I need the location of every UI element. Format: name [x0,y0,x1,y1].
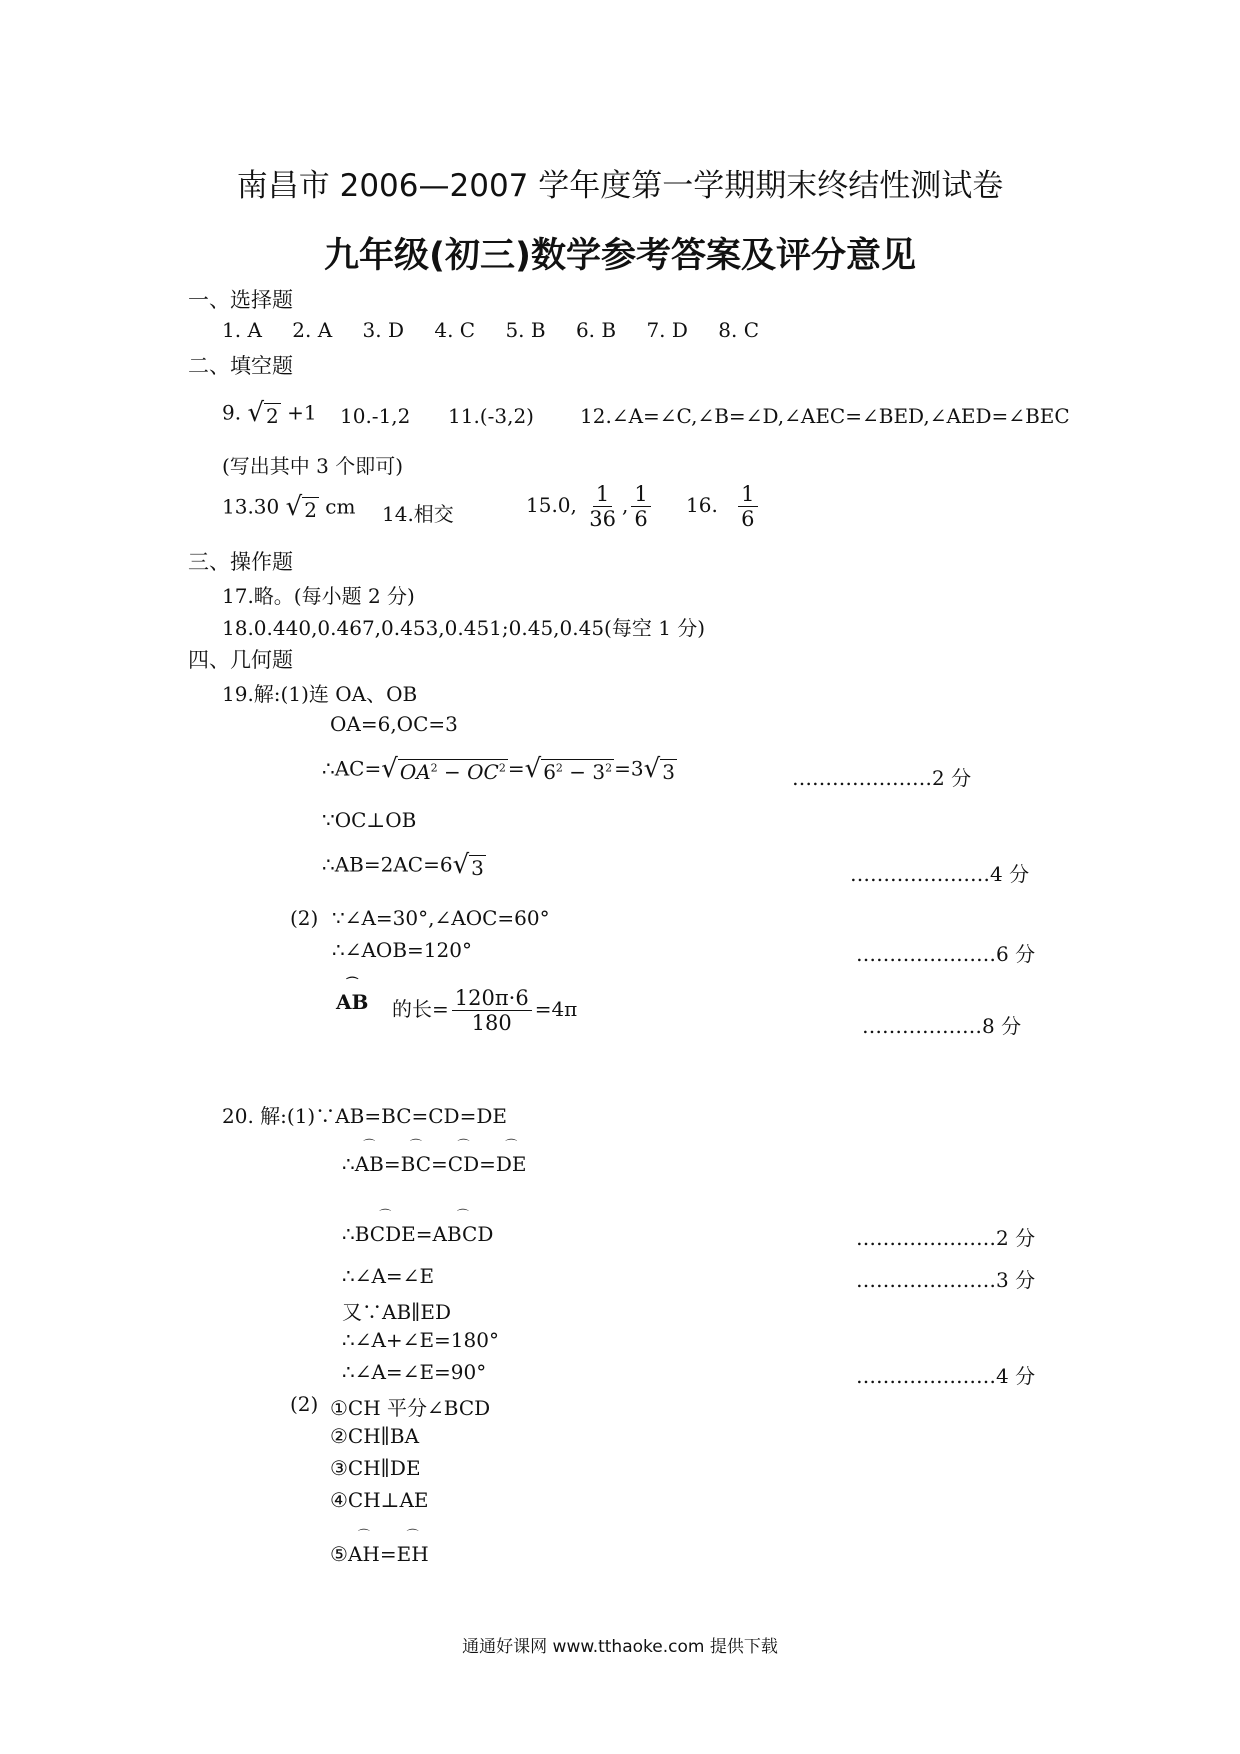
q20-line-2: ∴⌒ AB=⌒ BC=⌒ CD=⌒ DE [342,1152,527,1176]
section-heading-operation: 三、操作题 [188,550,293,574]
arc-de: ⌒ DE [496,1152,527,1176]
therefore: ∴ [342,1222,355,1246]
q19-part2-label: (2) [290,906,319,930]
q13-radicand: 2 [304,498,317,522]
circled-5: ⑤ [330,1542,348,1566]
answer-12: 12.∠A=∠C,∠B=∠D,∠AEC=∠BED,∠AED=∠BEC [580,404,1070,428]
q9-radicand: 2 [266,404,279,428]
score-4: …………………4 分 [850,862,1030,886]
q15-label: 15.0, [526,493,577,518]
radicand: 3 [471,856,484,880]
answer-9 [222,400,317,428]
q9-label: 9. [222,400,242,425]
denominator: 36 [589,507,616,532]
score-4: …………………4 分 [856,1364,1036,1388]
answer-3: 3. D [362,318,404,342]
score-6: …………………6 分 [856,942,1036,966]
document-title: 南昌市 2006—2007 学年度第一学期期末终结性测试卷 [236,168,1004,204]
footer-credit: 通通好课网 www.tthaoke.com 提供下载 [462,1637,778,1657]
answer-11: 11.(-3,2) [448,404,534,428]
denominator: 180 [471,1011,512,1036]
arc-length-formula [392,986,577,1035]
q20-line-6: ∴∠A+∠E=180° [342,1328,499,1352]
ac-equals: ∴AC= [322,756,382,781]
q20-option-2: ②CH∥BA [330,1424,420,1448]
sqrt-2: √ 2 [285,492,317,522]
answer-15: 15.0, $\frac{1}{36}$ , $\frac{1}{6}$ [526,482,654,531]
answer-7: 7. D [646,318,688,342]
arc-bcde: ⌒ BCDE [355,1222,416,1246]
q16-label: 16. [686,493,718,518]
radicand: 3 [662,760,675,784]
sqrt-2: √ 2 [247,398,279,428]
arc-ab: ⌒ AB [336,990,368,1014]
arc-eh: ⌒ EH [397,1542,429,1566]
therefore: ∴ [342,1152,355,1176]
result: =4π [534,997,578,1022]
score-8: ………………8 分 [862,1014,1022,1038]
section-heading-fill: 二、填空题 [188,354,293,378]
answer-1: 1. A [222,318,262,342]
sqrt-6sq-3sq: √ $6^2 - 3^2$ [524,754,613,784]
q20-part2-label: (2) [290,1392,319,1416]
numerator: 1 [738,482,757,507]
arc-ab: ⌒ AB [355,1152,384,1176]
fraction-1-6 [631,482,650,531]
q19-line-2: OA=6,OC=3 [330,712,458,736]
answer-13 [222,494,355,522]
arc-length-label: 的长= [392,997,449,1022]
answer-18: 18.0.440,0.467,0.453,0.451;0.45,0.45(每空 1 分) [222,616,706,640]
q9-tail: +1 [287,400,317,425]
q19-line-4: ∵OC⊥OB [322,808,417,832]
arc-bc: ⌒ BC [401,1152,431,1176]
numerator: 1 [631,482,650,507]
arc-cd: ⌒ CD [448,1152,479,1176]
denominator: 6 [741,507,755,532]
numerator: 120π·6 [452,986,532,1011]
q20-line-1: 20. 解:(1)∵AB=BC=CD=DE [222,1104,507,1128]
q13-unit: cm [325,494,356,519]
equals: = [507,756,525,781]
choice-answers [222,318,783,342]
arc-abcd: ⌒ ABCD [433,1222,494,1246]
q20-line-3: ∴⌒ BCDE=⌒ ABCD [342,1222,493,1246]
sqrt-3: √ 3 [452,850,484,880]
q12-note: (写出其中 3 个即可) [222,454,404,478]
q20-option-3: ③CH∥DE [330,1456,421,1480]
q19-line-5 [322,852,486,880]
answer-8: 8. C [718,318,760,342]
q20-line-5: 又∵AB∥ED [342,1300,452,1324]
document-subtitle: 九年级(初三)数学参考答案及评分意见 [324,236,916,276]
numerator: 1 [593,482,612,507]
answer-4: 4. C [434,318,476,342]
ab-equals: ∴AB=2AC=6 [322,852,453,877]
section-heading-geometry: 四、几何题 [188,648,293,672]
q20-line-4: ∴∠A=∠E [342,1264,435,1288]
answer-10: 10.-1,2 [340,404,411,428]
q20-option-4: ④CH⊥AE [330,1488,429,1512]
q20-option-1: ①CH 平分∠BCD [330,1396,491,1420]
q20-option-5: ⑤⌒ AH=⌒ EH [330,1542,429,1566]
score-2: …………………2 分 [856,1226,1036,1250]
score-2: …………………2 分 [792,766,972,790]
fraction-120pi6-180 [452,986,532,1035]
q13-label: 13.30 [222,494,280,519]
score-3: …………………3 分 [856,1268,1036,1292]
answer-17: 17.略。(每小题 2 分) [222,584,415,608]
section-heading-choice: 一、选择题 [188,288,293,312]
sqrt-3: √ 3 [643,754,675,784]
q19-line-3 [322,756,677,784]
fraction-1-6 [738,482,757,531]
q20-line-7: ∴∠A=∠E=90° [342,1360,487,1384]
q19-line-7: ∴∠AOB=120° [332,938,472,962]
q19-line-6: ∵∠A=30°,∠AOC=60° [332,906,550,930]
sqrt-oa2-oc2: √ $OA^2 - OC^2$ [381,754,506,784]
answer-5: 5. B [505,318,546,342]
answer-2: 2. A [292,318,333,342]
answer-14: 14.相交 [382,502,454,526]
arc-ah: ⌒ AH [348,1542,380,1566]
equals-3: =3 [614,756,644,781]
q19-line-8 [336,990,368,1014]
q19-line-1: 19.解:(1)连 OA、OB [222,682,418,706]
answer-16 [686,482,761,531]
fraction-1-36 [586,482,619,531]
denominator: 6 [634,507,648,532]
answer-6: 6. B [575,318,617,342]
